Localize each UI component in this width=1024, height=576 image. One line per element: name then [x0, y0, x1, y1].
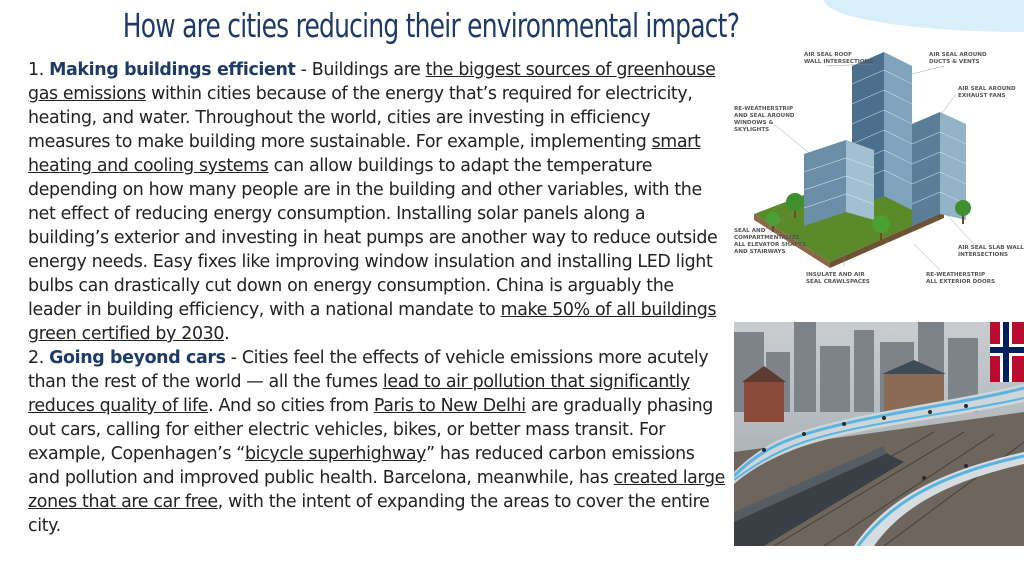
- link-bicycle-superhighway[interactable]: bicycle superhighway: [244, 444, 427, 464]
- label-crawl-line1: INSULATE AND AIR: [806, 272, 865, 278]
- section-1-text: within cities because of the energy that’s required for electricity, heating, and water. Throughout the world, cities are investing in efficiency measures to make building more sustainable. For example, implementing: [28, 84, 693, 152]
- section-1-heading: Making buildings efficient: [49, 60, 296, 80]
- section-2-text: ” has reduced carbon emissions and pollution and improved public health. Barcelona, meanwhile, has: [28, 444, 695, 488]
- label-windows-line2: AND SEAL AROUND: [734, 113, 795, 119]
- section-2-text: . And so cities from: [208, 396, 374, 416]
- label-windows-line1: RE-WEATHERSTRIP: [734, 106, 794, 112]
- section-1-number: 1.: [28, 60, 50, 80]
- label-roof-line1: AIR SEAL ROOF: [804, 52, 852, 58]
- label-shafts-line1: SEAL AND: [734, 228, 766, 234]
- link-car-free-zones[interactable]: created large zones that are car free: [28, 468, 726, 512]
- bicycle-highway-photo: [734, 322, 1024, 546]
- label-doors-line2: ALL EXTERIOR DOORS: [926, 279, 996, 285]
- label-ducts-line1: AIR SEAL AROUND: [929, 52, 987, 58]
- label-fans-line1: AIR SEAL AROUND: [958, 86, 1016, 92]
- label-shafts-line4: AND STAIRWAYS: [734, 249, 786, 255]
- link-green-certified[interactable]: make 50% of all buildings green certified by 2030: [28, 300, 717, 344]
- section-2-text: - Cities feel the effects of vehicle emissions more acutely than the rest of the world — all the fumes: [28, 348, 709, 392]
- label-windows-line4: SKYLIGHTS: [734, 127, 770, 133]
- link-air-pollution[interactable]: lead to air pollution that significantly reduces quality of life: [28, 372, 690, 416]
- building-efficiency-illustration: [734, 44, 1024, 294]
- section-1-text: can allow buildings to adapt the temperature depending on how many people are in the building and other variables, with the net effect of reducing energy consumption. Installing solar panels along a building’s exterior and investing in heat pumps are another way to reduce outside energy needs. Easy fixes like improving window insulation and installing LED light bulbs can drastically cut down on energy consumption. China is arguably the leader in building efficiency, with a national mandate to: [28, 156, 718, 320]
- label-roof-line2: WALL INTERSECTIONS: [804, 59, 874, 65]
- label-fans-line2: EXHAUST FANS: [958, 93, 1006, 99]
- right-building: [912, 112, 940, 226]
- label-slab-line1: AIR SEAL SLAB WALL: [958, 245, 1024, 251]
- section-2-text: are gradually phasing out cars, calling for either electric vehicles, bikes, or better mass transit. For example, Copenhagen’s “: [28, 396, 713, 464]
- label-crawl-line2: SEAL CRAWLSPACES: [806, 279, 870, 285]
- label-doors-line1: RE-WEATHERSTRIP: [926, 272, 986, 278]
- page-title: How are cities reducing their environmental impact?: [122, 6, 740, 45]
- section-1-text: - Buildings are: [295, 60, 426, 80]
- section-2-text: , with the intent of expanding the areas to cover the entire city.: [28, 492, 710, 536]
- corner-decoration: [824, 0, 1024, 32]
- body-text: [28, 58, 728, 538]
- label-windows-line3: WINDOWS &: [734, 120, 774, 126]
- link-biggest-sources[interactable]: the biggest sources of greenhouse gas emissions: [28, 60, 716, 104]
- link-smart-heating[interactable]: smart heating and cooling systems: [28, 132, 701, 176]
- label-ducts-line2: DUCTS & VENTS: [929, 59, 980, 65]
- label-shafts-line3: ALL ELEVATOR SHAFTS: [734, 242, 806, 248]
- label-shafts-line2: COMPARTMENTALIZE: [734, 235, 800, 241]
- norway-flag-icon: [990, 322, 1024, 382]
- label-slab-line2: INTERSECTIONS: [958, 252, 1009, 258]
- section-2-heading: Going beyond cars: [49, 348, 226, 368]
- section-1-text: .: [224, 324, 230, 344]
- section-2-number: 2.: [28, 348, 50, 368]
- link-paris-new-delhi[interactable]: Paris to New Delhi: [373, 396, 526, 416]
